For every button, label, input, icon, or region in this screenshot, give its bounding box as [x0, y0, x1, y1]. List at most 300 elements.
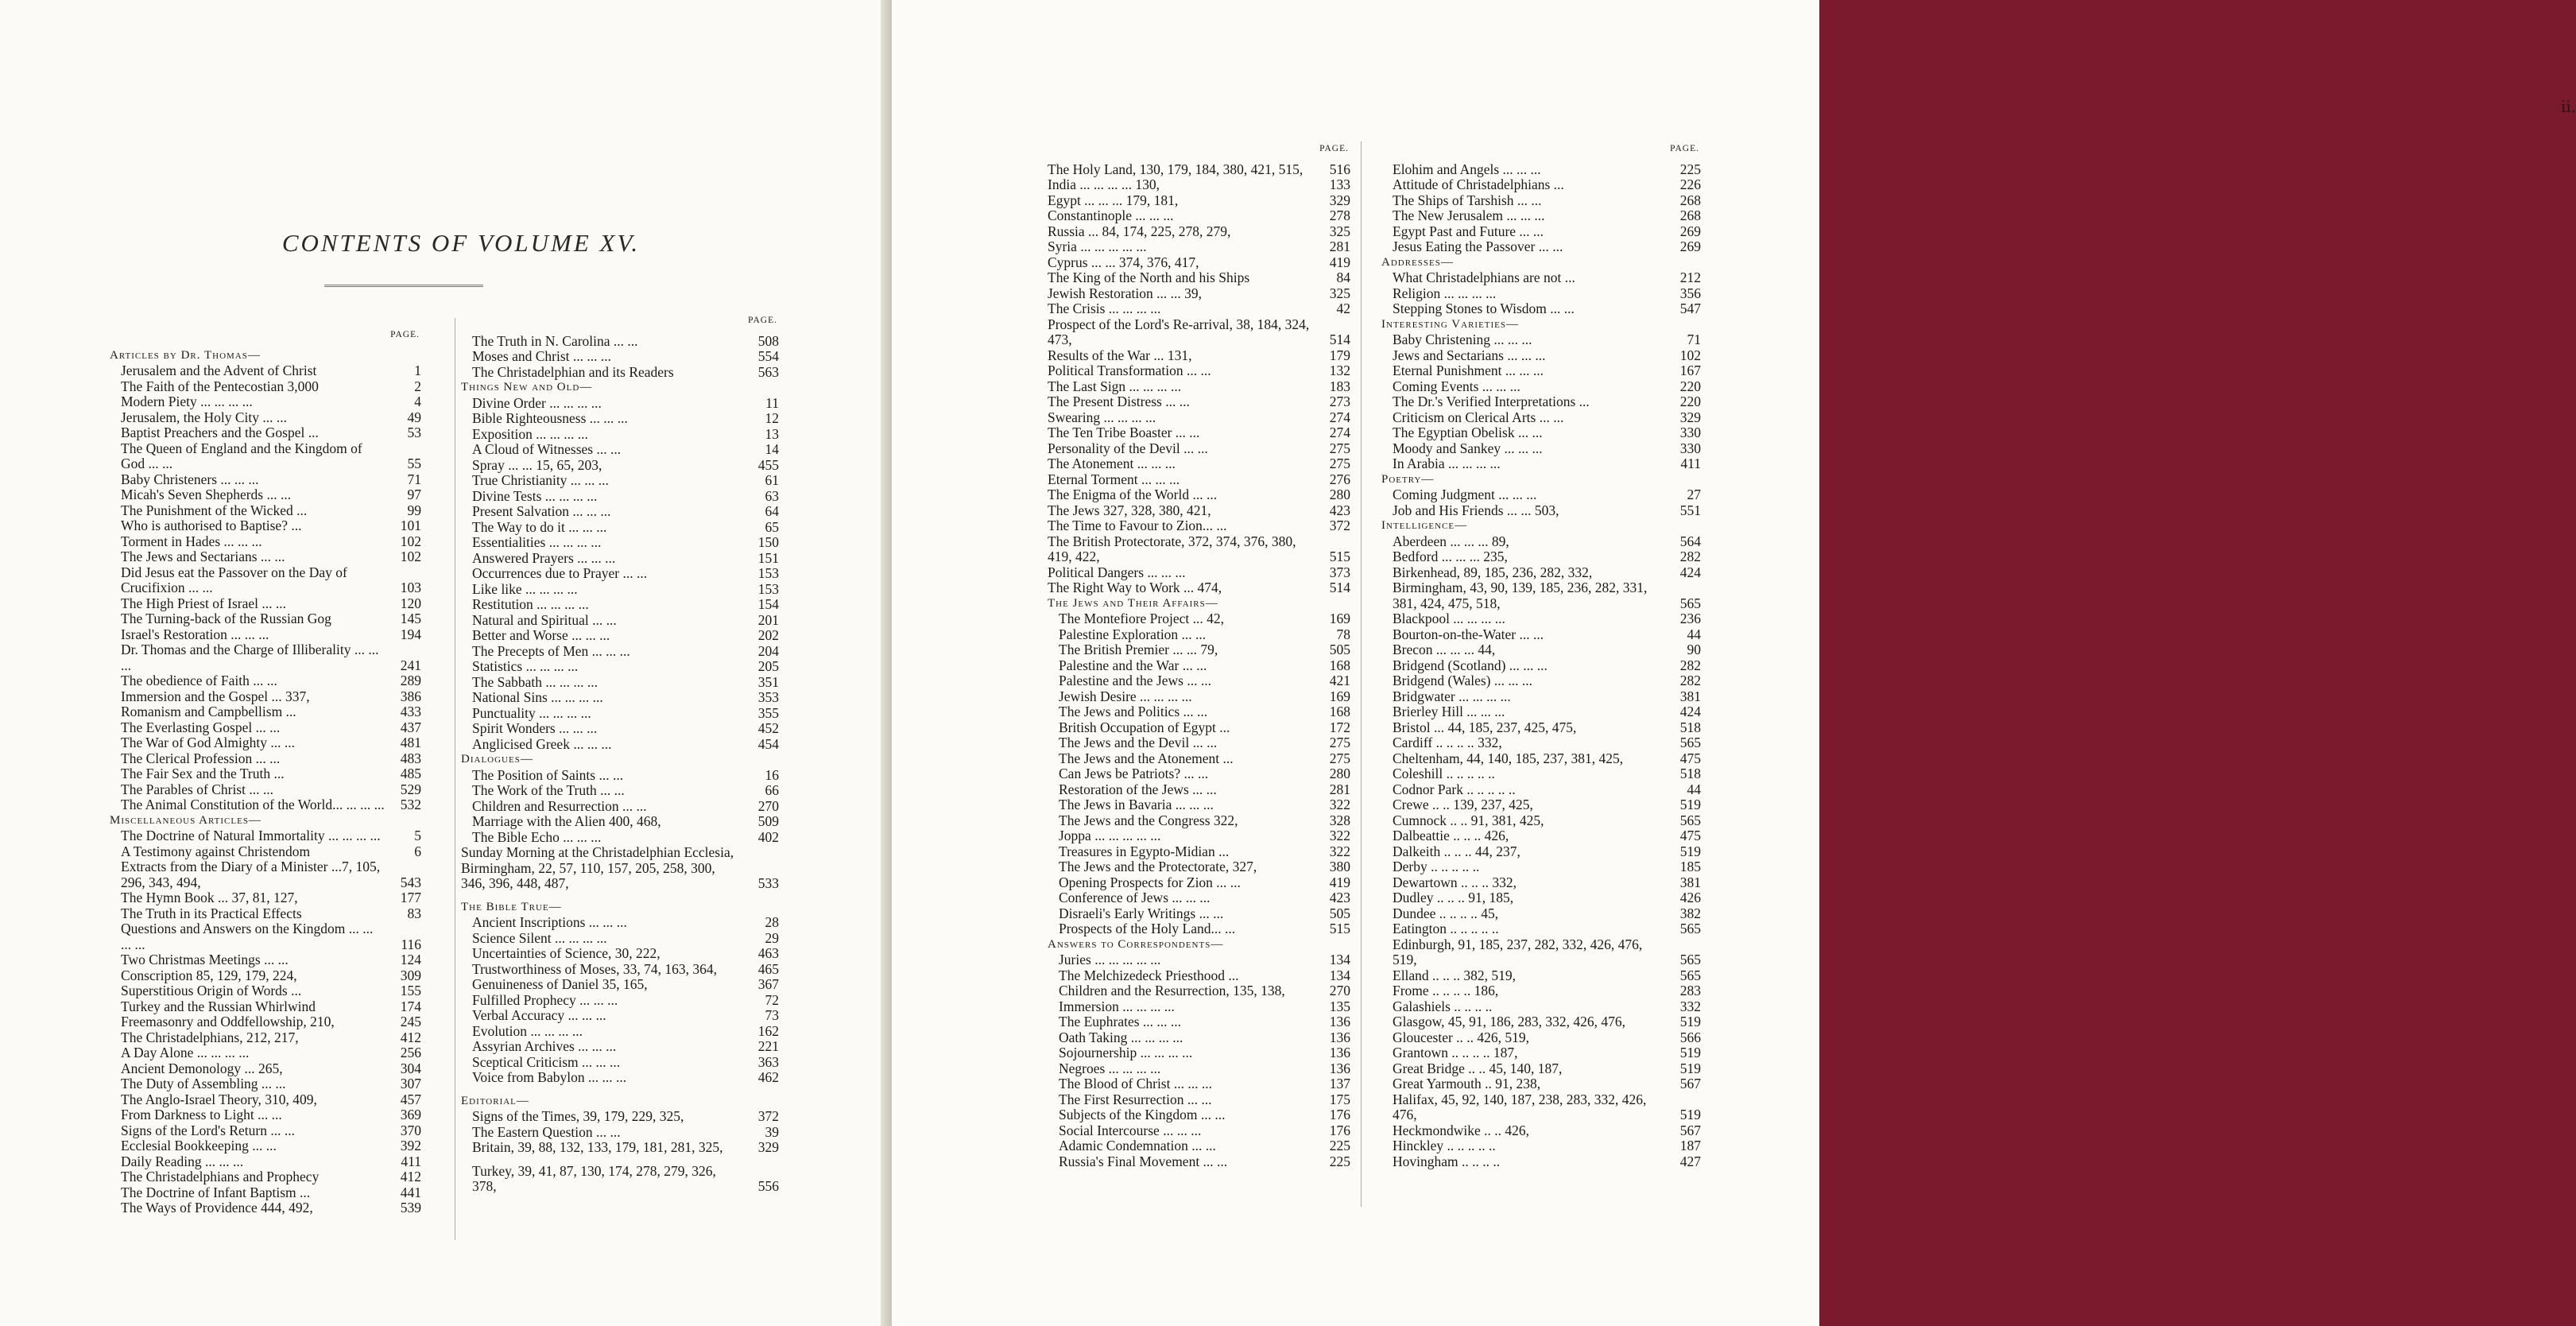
contents-entry	[1381, 177, 1701, 193]
entry-title: Social Intercourse ... ... ...	[1059, 1122, 1202, 1138]
entry-page-number: 554	[757, 348, 779, 364]
entry-title: India ... ... ... ... 130,	[1048, 176, 1160, 192]
entry-title: Edinburgh, 91, 185, 237, 282, 332, 426, 476, 519,	[1393, 936, 1643, 967]
entry-page-number: 565	[1679, 921, 1701, 936]
entry-page-number: 565	[1679, 952, 1701, 967]
entry-page-number: 355	[757, 704, 779, 721]
entry-title: Dr. Thomas and the Charge of Illiberality ... ... ...	[121, 642, 379, 673]
contents-entry	[461, 473, 779, 489]
entry-title: Signs of the Lord's Return ... ...	[121, 1122, 295, 1138]
title-rule	[324, 285, 483, 287]
entry-page-number: 402	[757, 828, 779, 845]
contents-entry	[110, 441, 421, 472]
contents-entry	[1048, 239, 1350, 255]
entry-page-number: 168	[1329, 704, 1350, 719]
entry-page-number: 270	[757, 797, 779, 814]
entry-page-number: 28	[765, 914, 779, 930]
entry-page-number: 16	[765, 766, 779, 783]
entry-page-number: 483	[400, 750, 421, 766]
entry-page-number: 282	[1679, 657, 1701, 673]
contents-entry	[1048, 472, 1350, 488]
entry-title: Evolution ... ... ... ...	[472, 1022, 583, 1039]
contents-entry	[110, 859, 421, 890]
entry-title: Treasures in Egypto-Midian ...	[1059, 843, 1230, 859]
page-column-heading: PAGE.	[748, 316, 777, 325]
entry-page-number: 514	[1329, 580, 1350, 595]
section-title: The Bible True—	[461, 900, 562, 913]
entry-page-number: 49	[407, 409, 421, 425]
contents-entry	[1381, 239, 1701, 255]
contents-list	[1381, 162, 1701, 1170]
contents-entry	[1381, 193, 1701, 209]
contents-entry	[461, 845, 779, 892]
entry-page-number: 150	[757, 534, 779, 550]
entry-title: The Euphrates ... ... ...	[1059, 1014, 1182, 1029]
contents-entry	[1381, 720, 1701, 736]
entry-page-number: 275	[1329, 440, 1350, 456]
contents-entry	[1381, 844, 1701, 860]
entry-title: Conference of Jews ... ... ...	[1059, 890, 1211, 905]
entry-page-number: 14	[765, 441, 779, 457]
contents-entry	[461, 1024, 779, 1040]
contents-entry	[110, 472, 421, 488]
entry-page-number: 392	[400, 1138, 421, 1153]
contents-entry	[1048, 487, 1350, 503]
contents-entry	[110, 797, 421, 813]
contents-entry	[461, 504, 779, 520]
entry-title: The Duty of Assembling ... ...	[121, 1076, 286, 1091]
entry-page-number: 437	[400, 719, 421, 735]
entry-page-number: 71	[407, 471, 421, 487]
entry-title: The Jews and Politics ... ...	[1059, 704, 1208, 719]
entry-page-number: 519	[1679, 797, 1701, 812]
entry-title: Conscription 85, 129, 179, 224,	[121, 967, 297, 983]
entry-page-number: 330	[1679, 425, 1701, 440]
contents-entry	[1381, 937, 1701, 968]
section-heading	[110, 813, 421, 829]
entry-page-number: 565	[1679, 812, 1701, 828]
contents-entry	[1381, 487, 1701, 503]
entry-title: The Melchizedeck Priesthood ...	[1059, 967, 1239, 983]
entry-page-number: 322	[1329, 797, 1350, 812]
entry-page-number: 72	[765, 991, 779, 1008]
entry-title: Cumnock .. .. 91, 381, 425,	[1393, 812, 1544, 828]
contents-entry	[110, 1030, 421, 1046]
contents-entry	[1381, 549, 1701, 565]
entry-title: Ancient Inscriptions ... ... ...	[472, 914, 627, 930]
entry-title: Fulfilled Prophecy ... ... ...	[472, 991, 618, 1008]
entry-page-number: 97	[407, 487, 421, 502]
section-title: Answers to Correspondents—	[1048, 937, 1224, 951]
contents-entry	[1381, 503, 1701, 519]
entry-title: The Doctrine of Infant Baptism ...	[121, 1184, 311, 1200]
entry-page-number: 221	[757, 1038, 779, 1054]
entry-title: Like like ... ... ... ...	[472, 580, 578, 597]
contents-entry	[110, 1061, 421, 1077]
entry-title: Coming Events ... ... ...	[1393, 378, 1520, 394]
entry-page-number: 133	[1329, 176, 1350, 192]
entry-title: Cardiff .. .. .. .. 332,	[1393, 735, 1502, 750]
contents-entry	[110, 1138, 421, 1154]
entry-page-number: 518	[1679, 719, 1701, 735]
entry-page-number: 282	[1679, 549, 1701, 564]
entry-title: Did Jesus eat the Passover on the Day of Crucifixion ... ...	[121, 564, 347, 595]
entry-title: Coming Judgment ... ... ...	[1393, 487, 1537, 502]
contents-entry	[110, 425, 421, 441]
entry-page-number: 289	[400, 673, 421, 688]
contents-entry	[1381, 534, 1701, 550]
contents-entry	[1381, 425, 1701, 441]
entry-page-number: 61	[765, 472, 779, 488]
contents-entry	[110, 720, 421, 736]
entry-page-number: 175	[1329, 1091, 1350, 1107]
entry-title: Eatington .. .. .. .. ..	[1393, 921, 1499, 936]
entry-page-number: 204	[757, 642, 779, 659]
entry-title: Crewe .. .. 139, 237, 425,	[1393, 797, 1533, 812]
entry-title: The Everlasting Gospel ... ...	[121, 719, 281, 735]
contents-entry	[110, 890, 421, 906]
entry-title: Ancient Demonology ... 265,	[121, 1060, 283, 1076]
contents-entry	[110, 782, 421, 798]
entry-page-number: 381	[1679, 688, 1701, 704]
entry-title: Jerusalem and the Advent of Christ	[121, 363, 317, 378]
entry-page-number: 505	[1329, 905, 1350, 921]
entry-title: Jewish Desire ... ... ... ...	[1059, 688, 1192, 704]
entry-page-number: 322	[1329, 828, 1350, 843]
entry-page-number: 280	[1329, 487, 1350, 502]
entry-title: The Ways of Providence 444, 492,	[121, 1200, 313, 1216]
contents-entry	[1048, 379, 1350, 395]
contents-entry	[110, 363, 421, 379]
contents-entry	[1048, 906, 1350, 922]
entry-page-number: 2	[414, 378, 421, 394]
contents-entry	[110, 689, 421, 705]
contents-entry	[110, 906, 421, 922]
entry-title: The Jews in Bavaria ... ... ...	[1059, 797, 1214, 812]
contents-entry	[1381, 270, 1701, 286]
contents-entry	[461, 977, 779, 993]
entry-page-number: 136	[1329, 1045, 1350, 1060]
contents-entry	[1381, 875, 1701, 891]
entry-title: The British Protectorate, 372, 374, 376, 380, 419, 422,	[1048, 533, 1296, 564]
entry-page-number: 424	[1679, 704, 1701, 719]
contents-entry	[110, 1169, 421, 1185]
entry-page-number: 515	[1329, 549, 1350, 564]
entry-title: The New Jerusalem ... ... ...	[1393, 207, 1545, 223]
entry-page-number: 71	[1687, 332, 1701, 347]
contents-entry	[1381, 983, 1701, 999]
entry-title: Aberdeen ... ... ... 89,	[1393, 533, 1509, 549]
entry-page-number: 381	[1679, 874, 1701, 890]
entry-page-number: 322	[1329, 843, 1350, 859]
entry-title: Bristol ... 44, 185, 237, 425, 475,	[1393, 719, 1577, 735]
contents-entry	[1048, 193, 1350, 209]
entry-page-number: 363	[757, 1053, 779, 1070]
entry-page-number: 153	[757, 565, 779, 581]
entry-page-number: 66	[765, 782, 779, 798]
entry-title: Divine Tests ... ... ... ...	[472, 487, 598, 504]
contents-entry	[1048, 766, 1350, 782]
entry-title: Constantinople ... ... ...	[1048, 207, 1174, 223]
contents-entry	[110, 1154, 421, 1170]
entry-title: The Christadelphians, 212, 217,	[121, 1029, 299, 1045]
contents-entry	[110, 410, 421, 426]
entry-page-number: 566	[1679, 1029, 1701, 1045]
entry-page-number: 411	[401, 1153, 421, 1169]
entry-title: Jews and Sectarians ... ... ...	[1393, 347, 1546, 363]
contents-entry	[110, 751, 421, 767]
contents-entry	[110, 766, 421, 782]
contents-entry	[110, 394, 421, 410]
entry-page-number: 205	[757, 658, 779, 674]
contents-entry	[1048, 968, 1350, 984]
entry-title: True Christianity ... ... ...	[472, 472, 609, 488]
contents-entry	[110, 487, 421, 503]
contents-entry	[461, 458, 779, 474]
entry-page-number: 187	[1679, 1138, 1701, 1153]
entry-title: What Christadelphians are not ...	[1393, 269, 1575, 285]
entry-page-number: 101	[400, 518, 421, 533]
contents-entry	[1381, 828, 1701, 844]
entry-title: Science Silent ... ... ... ...	[472, 929, 607, 946]
entry-title: From Darkness to Light ... ...	[121, 1107, 282, 1122]
entry-title: Sojournership ... ... ... ...	[1059, 1045, 1193, 1060]
entry-title: The Jews 327, 328, 380, 421,	[1048, 502, 1211, 518]
entry-page-number: 220	[1679, 394, 1701, 409]
entry-page-number: 176	[1329, 1107, 1350, 1122]
entry-page-number: 427	[1679, 1153, 1701, 1169]
entry-title: Immersion and the Gospel ... 337,	[121, 688, 310, 704]
contents-entry	[1381, 921, 1701, 937]
entry-page-number: 202	[757, 627, 779, 643]
entry-page-number: 329	[1679, 409, 1701, 425]
entry-page-number: 519	[1679, 1060, 1701, 1076]
entry-page-number: 135	[1329, 998, 1350, 1014]
entry-title: Micah's Seven Shepherds ... ...	[121, 487, 292, 502]
entry-title: Bridgend (Wales) ... ... ...	[1393, 673, 1532, 688]
entry-page-number: 514	[1329, 332, 1350, 347]
contents-entry	[1381, 456, 1701, 472]
entry-title: Baby Christening ... ... ...	[1393, 332, 1532, 347]
contents-entry	[461, 814, 779, 830]
entry-page-number: 386	[400, 688, 421, 704]
contents-entry	[1048, 611, 1350, 627]
contents-entry	[461, 644, 779, 660]
contents-entry	[1048, 518, 1350, 534]
entry-page-number: 330	[1679, 440, 1701, 456]
contents-entry	[110, 735, 421, 751]
entry-page-number: 454	[757, 735, 779, 752]
contents-entry	[110, 1045, 421, 1061]
entry-title: The Atonement ... ... ...	[1048, 456, 1176, 471]
entry-page-number: 64	[765, 503, 779, 519]
entry-title: Elland .. .. .. 382, 519,	[1393, 967, 1517, 983]
entry-title: Hovingham .. .. .. ..	[1393, 1153, 1501, 1169]
entry-page-number: 29	[765, 929, 779, 946]
entry-page-number: 65	[765, 518, 779, 535]
contents-entry	[1381, 410, 1701, 426]
contents-entry	[1381, 441, 1701, 457]
contents-entry	[461, 830, 779, 846]
contents-entry	[461, 946, 779, 962]
entry-title: Halifax, 45, 92, 140, 187, 238, 283, 332, 426, 476,	[1393, 1091, 1647, 1122]
entry-title: Birkenhead, 89, 185, 236, 282, 332,	[1393, 564, 1593, 580]
entry-title: The Ships of Tarshish ... ...	[1393, 192, 1542, 208]
entry-page-number: 102	[400, 533, 421, 549]
entry-title: British Occupation of Egypt ...	[1059, 719, 1230, 735]
contents-entry	[110, 1107, 421, 1123]
entry-title: Superstitious Origin of Words ...	[121, 983, 302, 998]
contents-entry	[1381, 394, 1701, 410]
entry-page-number: 465	[757, 960, 779, 977]
entry-page-number: 567	[1679, 1076, 1701, 1091]
contents-entry	[1048, 363, 1350, 379]
entry-page-number: 194	[400, 626, 421, 642]
entry-title: Codnor Park .. .. .. .. ..	[1393, 781, 1516, 797]
entry-title: The Clerical Profession ... ...	[121, 750, 281, 766]
entry-title: The Turning-back of the Russian Gog	[121, 611, 331, 626]
entry-page-number: 332	[1679, 998, 1701, 1014]
entry-title: Galashiels .. .. .. ..	[1393, 998, 1493, 1014]
entry-title: Hinckley .. .. .. .. ..	[1393, 1138, 1496, 1153]
entry-title: The Faith of the Pentecostian 3,000	[121, 378, 319, 394]
contents-entry	[461, 962, 779, 978]
entry-page-number: 282	[1679, 673, 1701, 688]
section-heading	[461, 1094, 779, 1110]
entry-page-number: 356	[1679, 285, 1701, 301]
entry-page-number: 508	[757, 332, 779, 349]
entry-title: Derby .. .. .. .. ..	[1393, 859, 1480, 874]
entry-page-number: 268	[1679, 192, 1701, 208]
entry-title: Brierley Hill ... ... ...	[1393, 704, 1505, 719]
entry-title: Signs of the Times, 39, 179, 229, 325,	[472, 1108, 684, 1124]
entry-page-number: 90	[1687, 642, 1701, 657]
entry-page-number: 463	[757, 945, 779, 961]
entry-page-number: 370	[400, 1122, 421, 1138]
entry-title: The obedience of Faith ... ...	[121, 673, 277, 688]
entry-page-number: 241	[400, 657, 421, 673]
entry-title: Jesus Eating the Passover ... ...	[1393, 238, 1563, 254]
entry-title: The Present Distress ... ...	[1048, 394, 1190, 409]
entry-title: The Blood of Christ ... ... ...	[1059, 1076, 1212, 1091]
entry-title: The Queen of England and the Kingdom of God ... ...	[121, 440, 362, 471]
contents-entry	[461, 349, 779, 365]
entry-title: Extracts from the Diary of a Minister ...7, 105, 296, 343, 494,	[121, 859, 381, 890]
section-heading	[110, 348, 421, 364]
entry-title: Coleshill .. .. .. .. ..	[1393, 766, 1495, 781]
contents-entry	[110, 999, 421, 1015]
entry-page-number: 172	[1329, 719, 1350, 735]
contents-entry	[461, 799, 779, 815]
contents-entry	[461, 1140, 779, 1156]
contents-entry	[1381, 1092, 1701, 1123]
contents-entry	[1381, 890, 1701, 906]
contents-entry	[1381, 363, 1701, 379]
entry-page-number: 304	[400, 1060, 421, 1076]
contents-entry	[110, 952, 421, 968]
entry-title: Russia's Final Movement ... ...	[1059, 1153, 1228, 1169]
contents-entry	[1048, 1061, 1350, 1077]
contents-entry	[461, 931, 779, 947]
entry-page-number: 481	[400, 735, 421, 750]
entry-title: Statistics ... ... ... ...	[472, 658, 579, 674]
entry-page-number: 102	[1679, 347, 1701, 363]
entry-title: Dalbeattie .. .. .. 426,	[1393, 828, 1509, 843]
contents-entry	[1048, 534, 1350, 565]
entry-page-number: 270	[1329, 983, 1350, 998]
entry-title: The Hymn Book ... 37, 81, 127,	[121, 890, 298, 905]
entry-title: The Christadelphians and Prophecy	[121, 1169, 320, 1184]
section-title: Addresses—	[1381, 255, 1454, 269]
contents-column-right-1	[1048, 142, 1350, 1169]
entry-title: The Eastern Question ... ...	[472, 1123, 621, 1140]
contents-column-left-2	[461, 313, 779, 1195]
entry-page-number: 124	[400, 952, 421, 967]
entry-page-number: 83	[407, 905, 421, 921]
entry-page-number: 547	[1679, 300, 1701, 316]
entry-page-number: 367	[757, 976, 779, 992]
entry-title: Joppa ... ... ... ... ...	[1059, 828, 1161, 843]
contents-entry	[1048, 782, 1350, 798]
entry-page-number: 225	[1329, 1138, 1350, 1153]
contents-entry	[1048, 317, 1350, 348]
contents-entry	[1048, 751, 1350, 767]
contents-entry	[1048, 952, 1350, 968]
entry-title: Eternal Torment ... ... ...	[1048, 471, 1180, 487]
contents-entry	[1048, 689, 1350, 705]
contents-entry	[461, 396, 779, 412]
entry-page-number: 278	[1329, 207, 1350, 223]
entry-page-number: 369	[400, 1107, 421, 1122]
entry-title: The Crisis ... ... ... ...	[1048, 300, 1161, 316]
contents-entry	[1048, 844, 1350, 860]
entry-title: Elohim and Angels ... ... ...	[1393, 161, 1541, 177]
entry-page-number: 201	[757, 611, 779, 628]
contents-entry	[1048, 441, 1350, 457]
contents-entry	[461, 1055, 779, 1071]
entry-page-number: 455	[757, 456, 779, 473]
entry-page-number: 268	[1679, 207, 1701, 223]
contents-entry	[461, 659, 779, 675]
contents-entry	[461, 1125, 779, 1141]
contents-entry	[1381, 751, 1701, 767]
entry-title: A Day Alone ... ... ... ...	[121, 1045, 250, 1060]
entry-title: The First Resurrection ... ...	[1059, 1091, 1212, 1107]
entry-page-number: 73	[765, 1007, 779, 1023]
entry-title: Two Christmas Meetings ... ...	[121, 952, 289, 967]
contents-entry	[1381, 906, 1701, 922]
section-heading	[1381, 255, 1701, 271]
contents-entry	[461, 993, 779, 1009]
entry-title: Baptist Preachers and the Gospel ...	[121, 425, 319, 440]
entry-page-number: 39	[765, 1123, 779, 1140]
entry-title: Negroes ... ... ... ...	[1059, 1060, 1161, 1076]
entry-title: The Time to Favour to Zion... ...	[1048, 518, 1227, 533]
entry-page-number: 509	[757, 813, 779, 829]
entry-title: Dundee .. .. .. .. 45,	[1393, 905, 1499, 921]
contents-entry	[461, 915, 779, 931]
entry-page-number: 136	[1329, 1029, 1350, 1045]
contents-entry	[461, 365, 779, 381]
contents-entry	[461, 1109, 779, 1125]
contents-entry	[1048, 859, 1350, 875]
entry-title: The Parables of Christ ... ...	[121, 781, 273, 797]
entry-title: Cheltenham, 44, 140, 185, 237, 381, 425,	[1393, 750, 1624, 766]
entry-page-number: 519	[1679, 1045, 1701, 1060]
entry-page-number: 539	[400, 1200, 421, 1216]
contents-entry	[1048, 720, 1350, 736]
entry-title: Syria ... ... ... ... ...	[1048, 238, 1147, 254]
